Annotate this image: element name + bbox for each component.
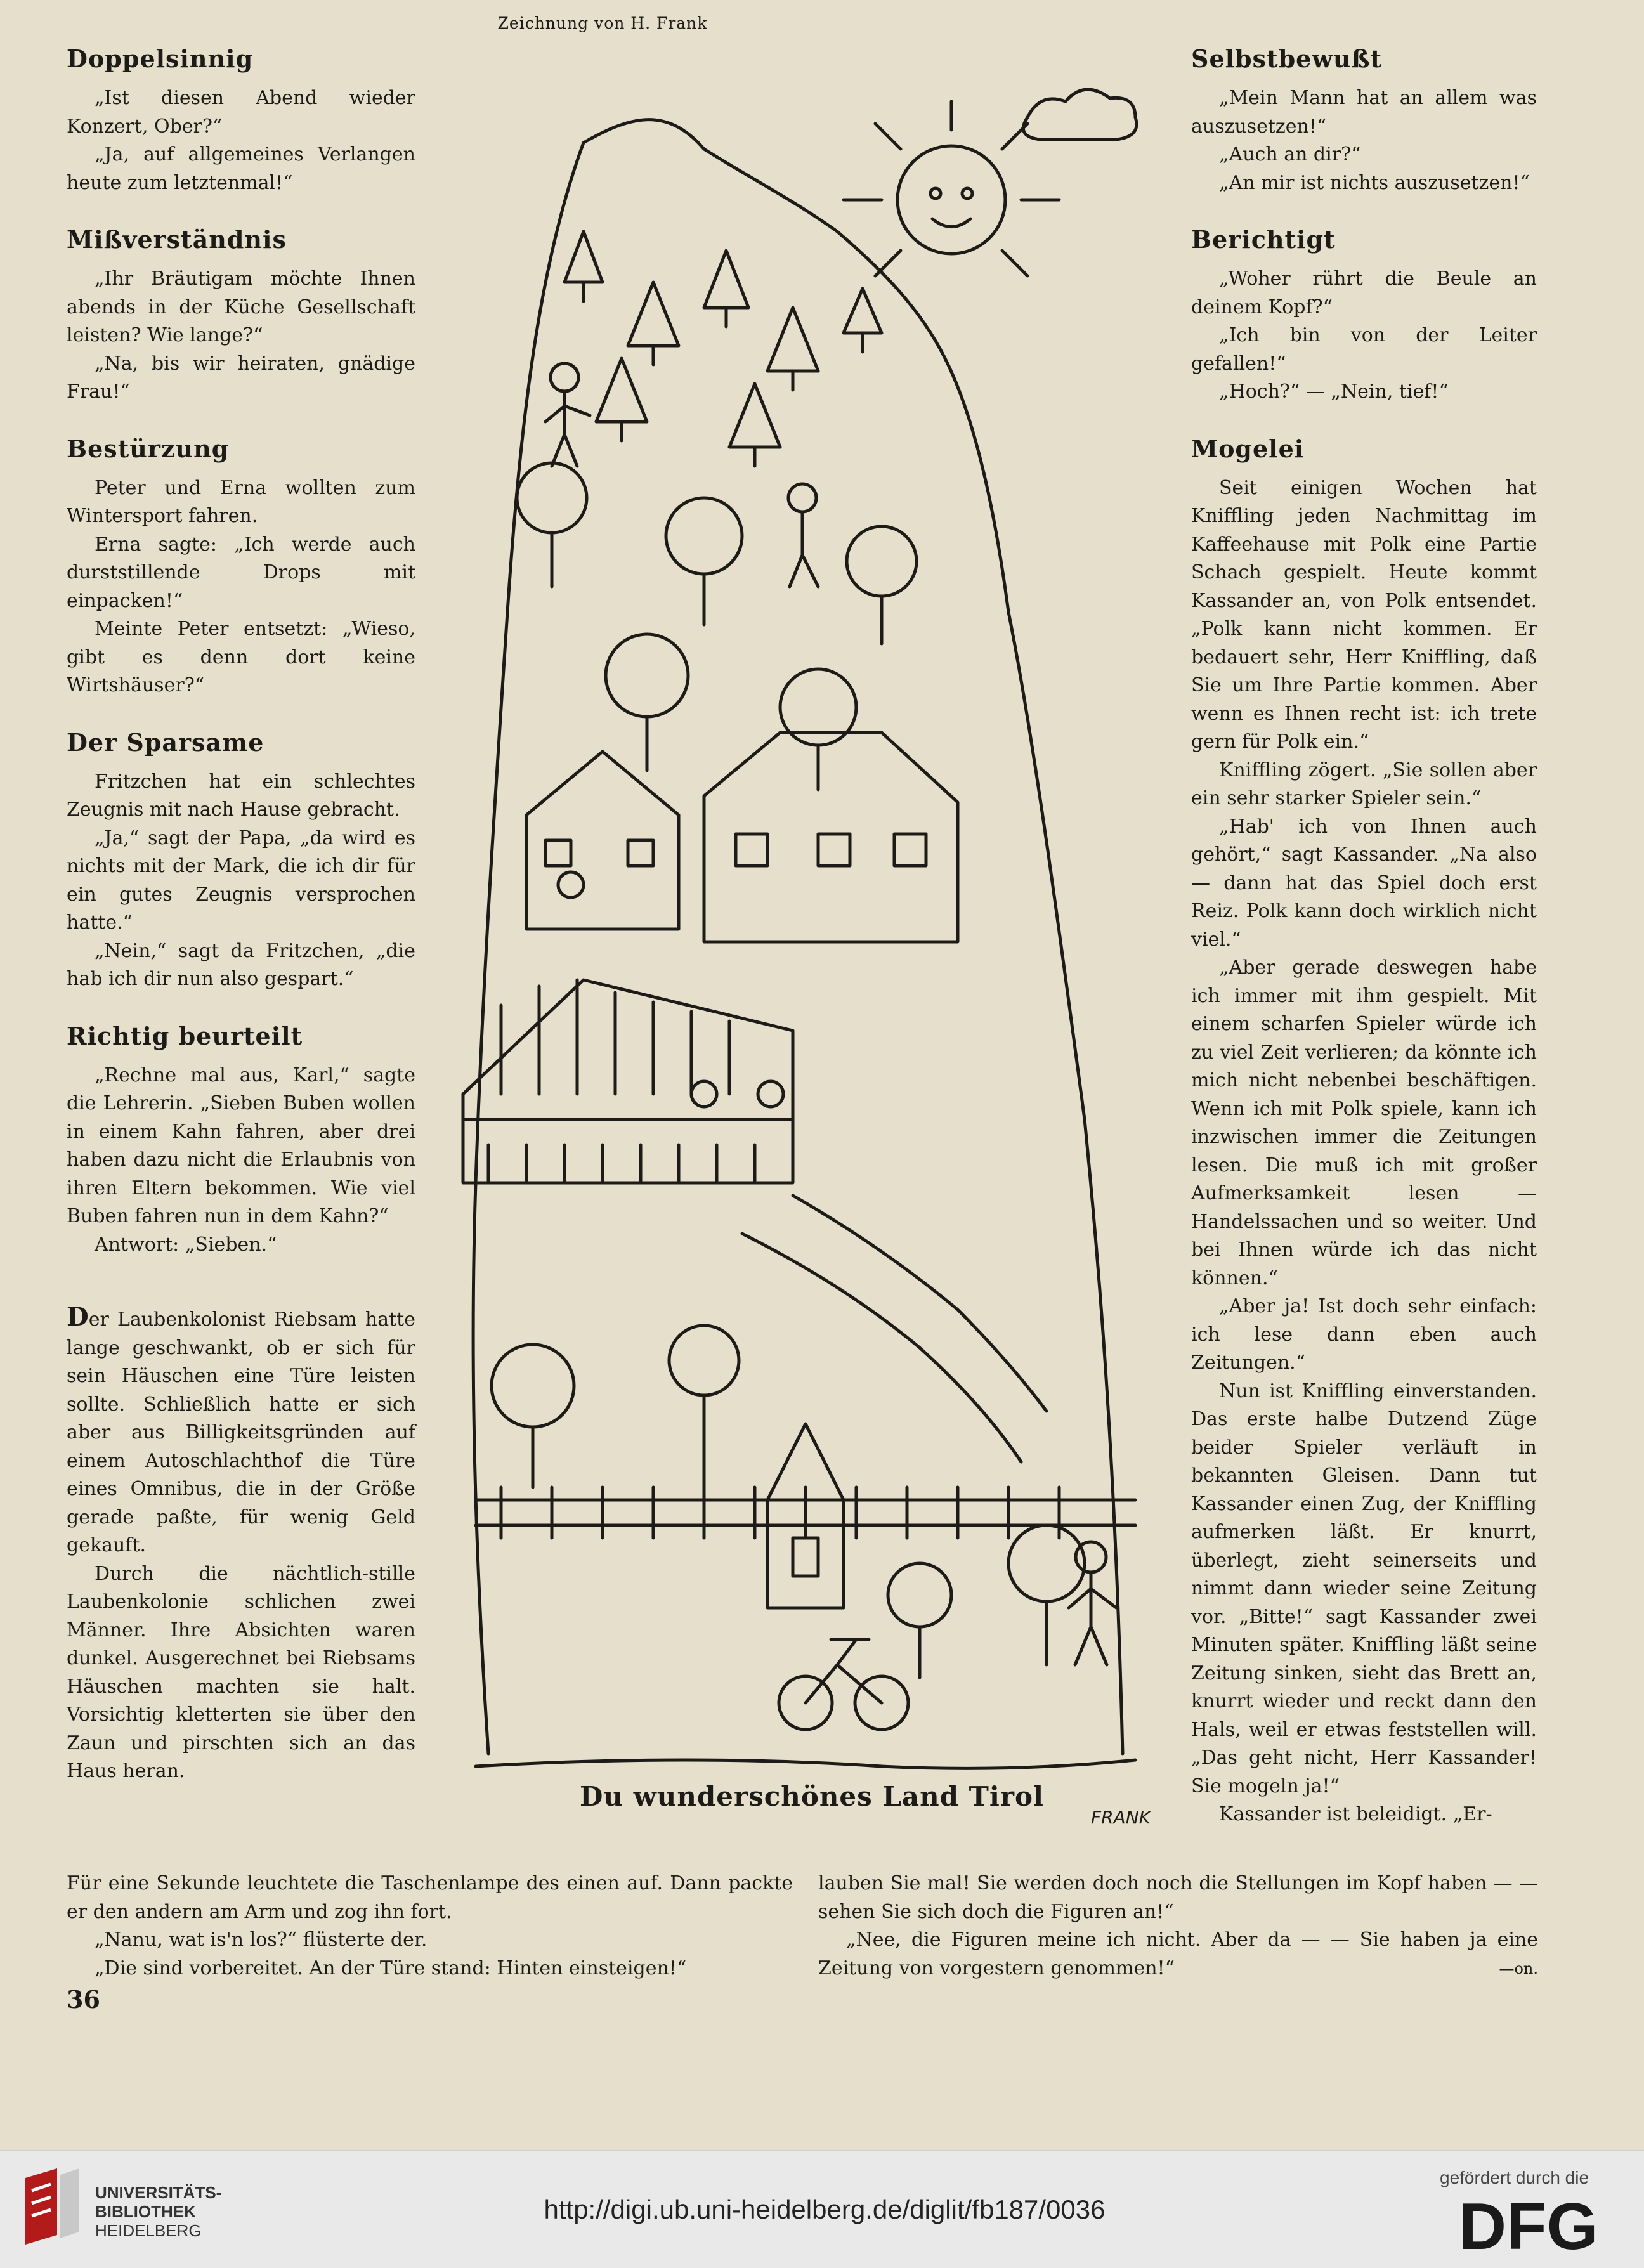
tirol-illustration <box>438 41 1180 1830</box>
paragraph-text: er Laubenkolonist Riebsam hatte lange geschwankt, ob er sich für sein Häuschen eine Türe leisten sollte. Schließlich hatte er sich aber aus Billigkeitsgründen auf einem Autoschlachthof die Türe eines Omnibus, die in der Größe gerade paßte, für wenig Geld gekauft. <box>67 1308 415 1556</box>
paragraph <box>67 1303 415 1560</box>
illustration-caption: Du wunderschönes Land Tirol <box>580 1781 1044 1812</box>
university-library-logo-icon[interactable] <box>19 2165 82 2248</box>
paragraph: Durch die nächtlich-stille Laubenkolonie schlichen zwei Männer. Ihre Absichten waren dunkel. Ausgerechnet bei Riebsams Häuschen machten sie halt. Vorsichtig kletterten sie über den Zaun und pirschten sich an das Haus heran. <box>67 1562 415 1782</box>
article-title: Berichtigt <box>1191 225 1336 254</box>
article-laubenkolonist <box>67 1303 415 1786</box>
funded-by-label: gefördert durch die <box>1440 2168 1589 2187</box>
article-bestuerzung <box>67 434 415 700</box>
article-title: Der Sparsame <box>67 727 264 757</box>
article-selbstbewusst <box>1191 44 1537 197</box>
paragraph: „Aber gerade deswegen habe ich immer mit ihm gespielt. Mit einem scharfen Spieler würde ich zu viel Zeit verlieren; da könnte ich mich nicht nebenbei beschäftigen. Wenn ich mit Polk spiele, kann ich inzwischen immer die Zeitungen lesen. Die muß ich mit großer Aufmerksamkeit lesen — Handelssachen und so weiter. Und bei Ihnen würde ich das nicht können.“ <box>1191 956 1537 1289</box>
anecdote-continuation <box>67 1870 793 1983</box>
article-title: Doppelsinnig <box>67 44 254 73</box>
article-missverstaendnis <box>67 225 415 407</box>
logo-line: BIBLIOTHEK <box>95 2202 196 2221</box>
paragraph: „Mein Mann hat an allem was auszusetzen!“ <box>1191 87 1537 138</box>
university-library-name[interactable] <box>95 2183 221 2240</box>
article-berichtigt <box>1191 225 1537 407</box>
paragraph: „Nein,“ sagt da Fritzchen, „die hab ich dir nun also gespart.“ <box>67 939 415 990</box>
artist-signature: FRANK <box>1091 1807 1151 1828</box>
paragraph: „Ist diesen Abend wieder Konzert, Ober?“ <box>67 87 415 138</box>
paragraph: Kniffling zögert. „Sie sollen aber ein sehr starker Spieler sein.“ <box>1191 759 1537 809</box>
mogelei-continuation <box>818 1870 1538 1983</box>
paragraph: Peter und Erna wollten zum Wintersport fahren. <box>67 476 415 527</box>
paragraph: Seit einigen Wochen hat Kniffling jeden Nachmittag im Kaffeehause mit Polk eine Partie Schach gespielt. Heute kommt Kassander an, von Polk entsendet. „Polk kann nicht kommen. Er bedauert sehr, Herr Kniffling, daß Sie um Ihre Partie kommen. Aber wenn es Ihnen recht ist: ich trete gern für Polk ein.“ <box>1191 476 1537 753</box>
left-column <box>67 44 415 1814</box>
paragraph: „Auch an dir?“ <box>1219 143 1361 166</box>
drop-cap: D <box>67 1302 89 1332</box>
logo-line: UNIVERSITÄTS- <box>95 2183 222 2202</box>
paragraph: Für eine Sekunde leuchtete die Taschenlampe des einen auf. Dann packte er den andern am Arm und zog ihn fort. <box>67 1872 793 1923</box>
article-mogelei <box>1191 434 1537 1829</box>
dfg-logo-text: DFG <box>1459 2196 1598 2257</box>
page-number: 36 <box>67 1985 100 2014</box>
paragraph <box>818 1926 1538 1983</box>
article-title: Richtig beurteilt <box>67 1021 303 1050</box>
paragraph: „Ihr Bräutigam möchte Ihnen abends in der Küche Gesellschaft leisten? Wie lange?“ <box>67 268 415 346</box>
article-der-sparsame <box>67 728 415 994</box>
paragraph: Fritzchen hat ein schlechtes Zeugnis mit nach Hause gebracht. <box>67 770 415 821</box>
dfg-logo-icon[interactable] <box>1459 2196 1624 2257</box>
illustration-credit: Zeichnung von H. Frank <box>497 14 708 32</box>
paragraph: „Rechne mal aus, Karl,“ sagte die Lehrerin. „Sieben Buben wollen in einem Kahn fahren, aber drei haben dazu nicht die Erlaubnis von ihren Eltern bekommen. Wie viel Buben fahren nun in dem Kahn?“ <box>67 1064 415 1227</box>
paragraph: „Hab' ich von Ihnen auch gehört,“ sagt Kassander. „Na also — dann hat das Spiel doch erst Reiz. Polk kann doch wirklich nicht viel.“ <box>1191 815 1537 951</box>
right-column <box>1191 44 1537 1857</box>
paragraph: „Nanu, wat is'n los?“ flüsterte der. <box>95 1929 427 1951</box>
paragraph: „Aber ja! Ist doch sehr einfach: ich lese dann eben auch Zeitungen.“ <box>1191 1295 1537 1374</box>
permalink-url[interactable]: http://digi.ub.uni-heidelberg.de/diglit/fb187/0036 <box>544 2194 1106 2224</box>
paragraph: „Ja,“ sagt der Papa, „da wird es nichts mit der Mark, die ich dir für ein gutes Zeugnis versprochen hatte.“ <box>67 826 415 934</box>
article-title: Selbstbewußt <box>1191 44 1383 73</box>
article-title: Bestürzung <box>67 434 230 463</box>
paragraph: „Ich bin von der Leiter gefallen!“ <box>1191 324 1537 375</box>
article-richtig-beurteilt <box>67 1022 415 1260</box>
paragraph: „Na, bis wir heiraten, gnädige Frau!“ <box>67 352 415 403</box>
paragraph: „An mir ist nichts auszusetzen!“ <box>1219 171 1530 194</box>
paragraph: Antwort: „Sieben.“ <box>95 1233 277 1256</box>
viewer-footer <box>0 2150 1644 2268</box>
article-title: Mogelei <box>1191 434 1305 463</box>
paragraph: Nun ist Kniffling einverstanden. Das erste halbe Dutzend Züge beider Spieler verläuft in bekannten Gleisen. Dann tut Kassander einen Zug, der Kniffling aufmerken läßt. Er knurrt, überlegt, zieht seinerseits und nimmt dann wieder seine Zeitung vor. „Bitte!“ sagt Kassander zwei Minuten später. Kniffling läßt seine Zeitung sinken, sieht das Brett an, knurrt wieder und reckt dann den Hals, weil er etwas feststellen will. „Das geht nicht, Herr Kassander! Sie mogeln ja!“ <box>1191 1379 1537 1797</box>
paragraph: Kassander ist beleidigt. „Er- <box>1219 1803 1492 1825</box>
paragraph: „Woher rührt die Beule an deinem Kopf?“ <box>1191 268 1537 318</box>
logo-line: HEIDELBERG <box>95 2221 202 2240</box>
paragraph-text: „Nee, die Figuren meine ich nicht. Aber da — — Sie haben ja eine Zeitung von vorgestern genommen!“ <box>818 1929 1538 1979</box>
paragraph: „Die sind vorbereitet. An der Türe stand: Hinten einsteigen!“ <box>95 1957 687 1979</box>
paragraph: „Hoch?“ — „Nein, tief!“ <box>1219 381 1449 403</box>
article-doppelsinnig <box>67 44 415 197</box>
paragraph: „Ja, auf allgemeines Verlangen heute zum letztenmal!“ <box>67 143 415 194</box>
paragraph: Erna sagte: „Ich werde auch durststillende Drops mit einpacken!“ <box>67 533 415 612</box>
article-title: Mißverständnis <box>67 225 287 254</box>
author-signature: —on. <box>1499 1959 1538 1978</box>
paragraph: Meinte Peter entsetzt: „Wieso, gibt es denn dort keine Wirtshäuser?“ <box>67 618 415 696</box>
paragraph: lauben Sie mal! Sie werden doch noch die Stellungen im Kopf haben — — sehen Sie sich doch die Figuren an!“ <box>818 1872 1538 1923</box>
